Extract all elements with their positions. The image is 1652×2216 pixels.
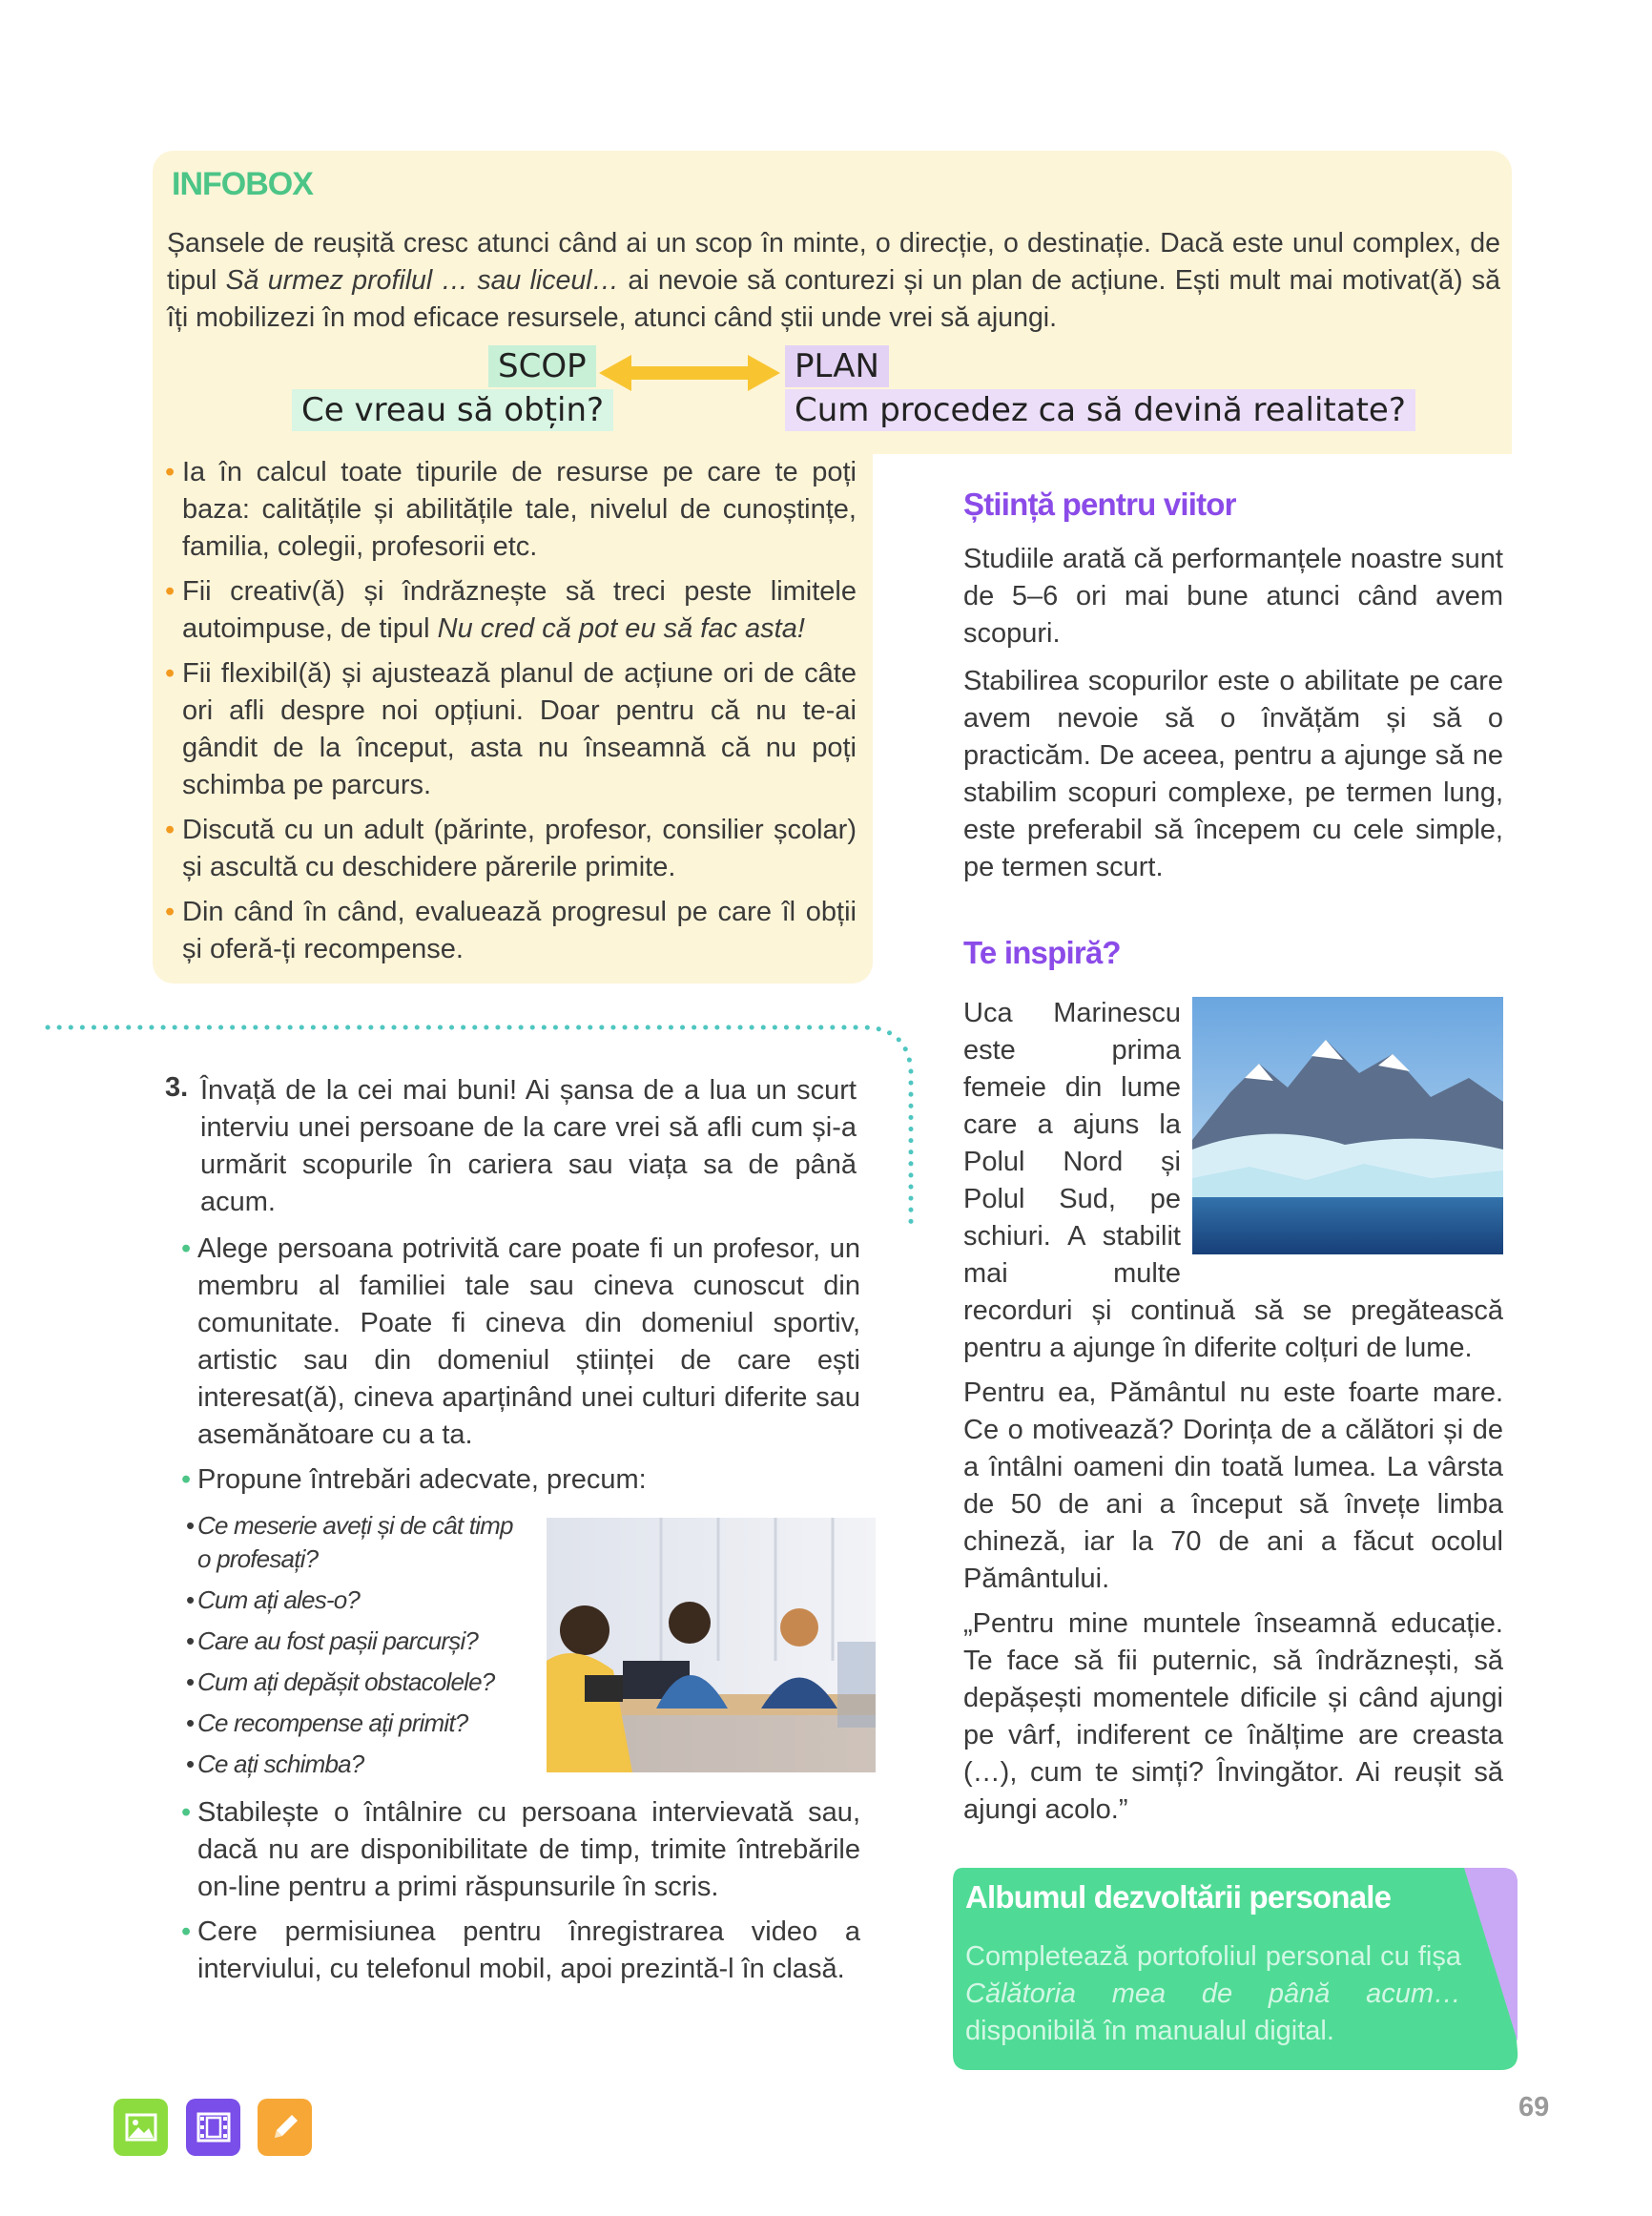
tip-item: • Din când în când, evaluează progresul pe care îl obții și oferă-ți recompense. xyxy=(165,894,857,968)
exercise-bullet: • Alege persoana potrivită care poate fi un profesor, un membru al familiei tale sau cineva cunoscut din comunitate. Poate fi cineva din domeniul sportiv, artistic sau din domeniul științei de care ești interesat(ă), cineva aparținând unei culturi diferite sau asemănătoare cu a ta. xyxy=(181,1231,860,1454)
arctic-photo xyxy=(1192,997,1503,1254)
scop-question: Ce vreau să obțin? xyxy=(292,389,613,431)
pencil-icon[interactable] xyxy=(258,2099,312,2156)
exercise-intro: Învață de la cei mai buni! Ai șansa de a lua un scurt interviu unei persoane de la care vrei să afli cum și-a urmărit scopurile în cariera sau viața sa de până acum. xyxy=(200,1075,857,1217)
inspira-body xyxy=(963,995,1503,1836)
infobox-text-a: Șansele de reușită cresc atunci când ai un scop în minte, o direcție, o destinație. Dacă este unul complex, de tipul xyxy=(167,228,1500,296)
interview-photo xyxy=(547,1518,876,1772)
image-icon[interactable] xyxy=(114,2099,168,2156)
album-text-a: Completează portofoliul personal cu fișa xyxy=(965,1941,1461,1972)
tip-item: • Discută cu un adult (părinte, profesor, consilier școlar) și ascultă cu deschidere părerile primite. xyxy=(165,812,857,886)
album-text xyxy=(965,1938,1461,2050)
stiinta-paragraph-2: Stabilirea scopurilor este o abilitate pe care avem nevoie să o învățăm și să o practicăm. De aceea, pentru a ajunge să ne stabilim scopuri complexe, pe termen lung, este preferabil să începem cu cele simple, pe termen scurt. xyxy=(963,666,1503,882)
inspira-paragraph-2: Pentru ea, Pământul nu este foarte mare. Ce o motivează? Dorința de a călători și de a întâlni oameni din toată lumea. La vârsta de 50 de ani a început să învețe limba chineză, iar la 70 de ani a făcut ocolul Pământului. xyxy=(963,1377,1503,1594)
exercise-bullet: • Stabilește o întâlnire cu persoana intervievată sau, dacă nu are disponibilitate de timp, trimite întrebările on-line pentru a primi răspunsurile în scris. xyxy=(181,1794,860,1906)
scop-label: SCOP xyxy=(488,345,596,387)
interview-questions xyxy=(186,1509,529,1789)
question-item: • Ce recompense ați primit? xyxy=(186,1707,529,1740)
question-item: • Cum ați ales-o? xyxy=(186,1584,529,1617)
video-icon[interactable] xyxy=(186,2099,240,2156)
infobox-tips-list xyxy=(165,454,857,976)
tip-item: • Ia în calcul toate tipurile de resurse pe care te poți baza: calitățile și abilitățile tale, nivelul de cunoștințe, familia, colegii, profesorii etc. xyxy=(165,454,857,566)
tip-item xyxy=(165,573,857,648)
inspira-paragraph-3: „Pentru mine muntele înseamnă educație. Te face să fii puternic, să îndrăznești, să depășești momentele dificile și când ajungi pe vârf, indiferent ce înălțime are creasta (…), cum te simți? Învingător. Ai reușit să ajungi acolo.” xyxy=(963,1608,1503,1825)
tip-item: • Fii flexibil(ă) și ajustează planul de acțiune ori de câte ori afli despre noi opțiuni. Doar pentru că nu te-ai gândit de la început, asta nu înseamnă că nu poți schimba pe parcurs. xyxy=(165,655,857,804)
stiinta-title: Știință pentru viitor xyxy=(963,487,1236,522)
plan-question: Cum procedez ca să devină realitate? xyxy=(785,389,1415,431)
double-arrow-icon xyxy=(599,353,780,393)
album-title: Albumul dezvoltării personale xyxy=(965,1879,1392,1915)
exercise-number: 3. xyxy=(165,1072,189,1103)
infobox-text-italic: Să urmez profilul … sau liceul… xyxy=(225,265,620,296)
infobox-text-b: ai nevoie să conturezi și un plan de acțiune. Ești mult mai motivat(ă) să îți mobilizezi în mod eficace resursele, atunci când știi unde vrei să ajungi. xyxy=(167,265,1500,333)
question-item: • Care au fost pașii parcurși? xyxy=(186,1625,529,1658)
album-text-b: disponibilă în manualul digital. xyxy=(965,2016,1334,2046)
stiinta-paragraph-1: Studiile arată că performanțele noastre sunt de 5–6 ori mai bune atunci când avem scopuri. xyxy=(963,544,1503,649)
question-item: • Ce meserie aveți și de cât timp o profesați? xyxy=(186,1509,529,1576)
infobox-title: INFOBOX xyxy=(172,166,313,202)
inspira-paragraph-1: Uca Marinescu este prima femeie din lume care a ajuns la Polul Nord și Polul Sud, pe schiuri. A stabilit mai multe recorduri și continuă să se pregătească pentru a ajunge în diferite colțuri de lume. xyxy=(963,998,1503,1363)
album-text-italic: Călătoria mea de până acum… xyxy=(965,1978,1461,2009)
exercise-bullets-top xyxy=(181,1231,860,1506)
tip-italic: Nu cred că pot eu să fac asta! xyxy=(437,613,805,644)
exercise-bullet: • Propune întrebări adecvate, precum: xyxy=(181,1461,860,1499)
exercise-bullets-bottom xyxy=(181,1794,860,1996)
inspira-title: Te inspiră? xyxy=(963,935,1121,970)
infobox-paragraph xyxy=(167,225,1500,337)
page-number: 69 xyxy=(1518,2092,1550,2123)
tip-text: Fii creativ(ă) și îndrăznește să treci peste limitele autoimpuse, de tipul xyxy=(182,576,857,644)
plan-label: PLAN xyxy=(785,345,889,387)
exercise-bullet: • Cere permisiunea pentru înregistrarea video a interviului, cu telefonul mobil, apoi prezintă-l în clasă. xyxy=(181,1914,860,1988)
question-item: • Ce ați schimba? xyxy=(186,1748,529,1781)
question-item: • Cum ați depășit obstacolele? xyxy=(186,1666,529,1699)
